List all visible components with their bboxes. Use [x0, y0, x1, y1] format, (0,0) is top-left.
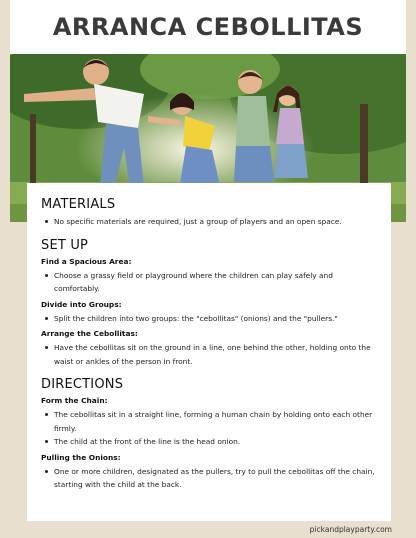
materials-heading: MATERIALS	[41, 197, 116, 212]
directions-list	[41, 408, 377, 449]
list-item: Split the children into two groups: the "cebollitas" (onions) and the "pullers."	[41, 312, 377, 326]
instructions-card	[27, 183, 391, 521]
directions-heading: DIRECTIONS	[41, 377, 124, 392]
directions-list	[41, 465, 377, 492]
subheading: Pulling the Onions:	[41, 452, 121, 462]
list-item: Have the cebollitas sit on the ground in a line, one behind the other, holding onto the waist or ankles of the person in front.	[41, 341, 377, 368]
page-title: ARRANCA CEBOLLITAS	[52, 13, 364, 41]
materials-section	[41, 197, 377, 229]
setup-list	[41, 269, 377, 296]
subheading: Form the Chain:	[41, 396, 108, 405]
subheading: Arrange the Cebollitas:	[41, 329, 138, 338]
setup-heading: SET UP	[41, 237, 89, 253]
subheading: Divide into Groups:	[41, 299, 122, 309]
list-item: No specific materials are required, just a group of players and an open space.	[41, 215, 377, 229]
directions-section	[41, 377, 377, 492]
list-item: The child at the front of the line is the head onion.	[41, 435, 377, 449]
setup-list	[41, 341, 377, 368]
materials-list	[41, 215, 377, 229]
title-banner	[10, 0, 406, 54]
list-item: One or more children, designated as the pullers, try to pull the cebollitas off the chain, starting with the child at the back.	[41, 465, 377, 492]
list-item: Choose a grassy field or playground where the children can play safely and comfortably.	[41, 269, 377, 296]
subheading: Find a Spacious Area:	[41, 256, 132, 266]
list-item: The cebollitas sit in a straight line, forming a human chain by holding onto each other firmly.	[41, 408, 377, 435]
setup-list	[41, 312, 377, 326]
footer-website: pickandplayparty.com	[309, 525, 392, 534]
setup-section	[41, 238, 377, 369]
